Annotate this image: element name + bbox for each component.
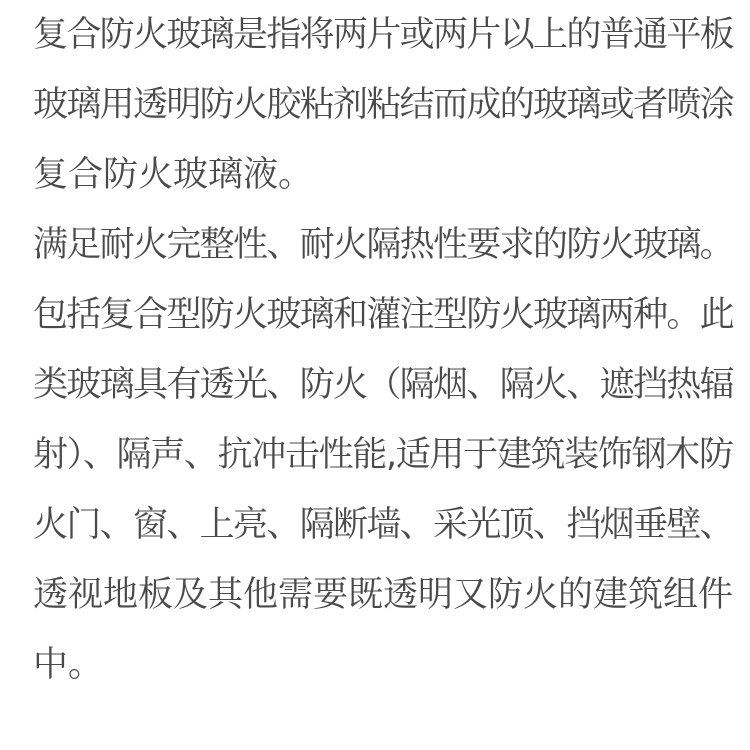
text-line: 包括复合型防火玻璃和灌注型防火玻璃两种。此 [33, 295, 734, 335]
text-line: 复合防火玻璃是指将两片或两片以上的普通平板 [33, 15, 734, 55]
text-line: 射）、隔声、抗冲击性能,适用于建筑装饰钢木防 [33, 435, 733, 475]
text-line: 复合防火玻璃液。 [33, 155, 314, 195]
article-body [33, 0, 733, 700]
text-line: 透视地板及其他需要既透明又防火的建筑组件 [33, 575, 734, 615]
text-line: 满足耐火完整性、耐火隔热性要求的防火玻璃。 [33, 225, 734, 265]
text-line: 玻璃用透明防火胶粘剂粘结而成的玻璃或者喷涂 [33, 85, 734, 125]
text-line: 中。 [33, 645, 104, 685]
text-line: 火门、窗、上亮、隔断墙、采光顶、挡烟垂壁、 [33, 505, 734, 545]
text-line: 类玻璃具有透光、防火（隔烟、隔火、遮挡热辐 [33, 365, 734, 405]
